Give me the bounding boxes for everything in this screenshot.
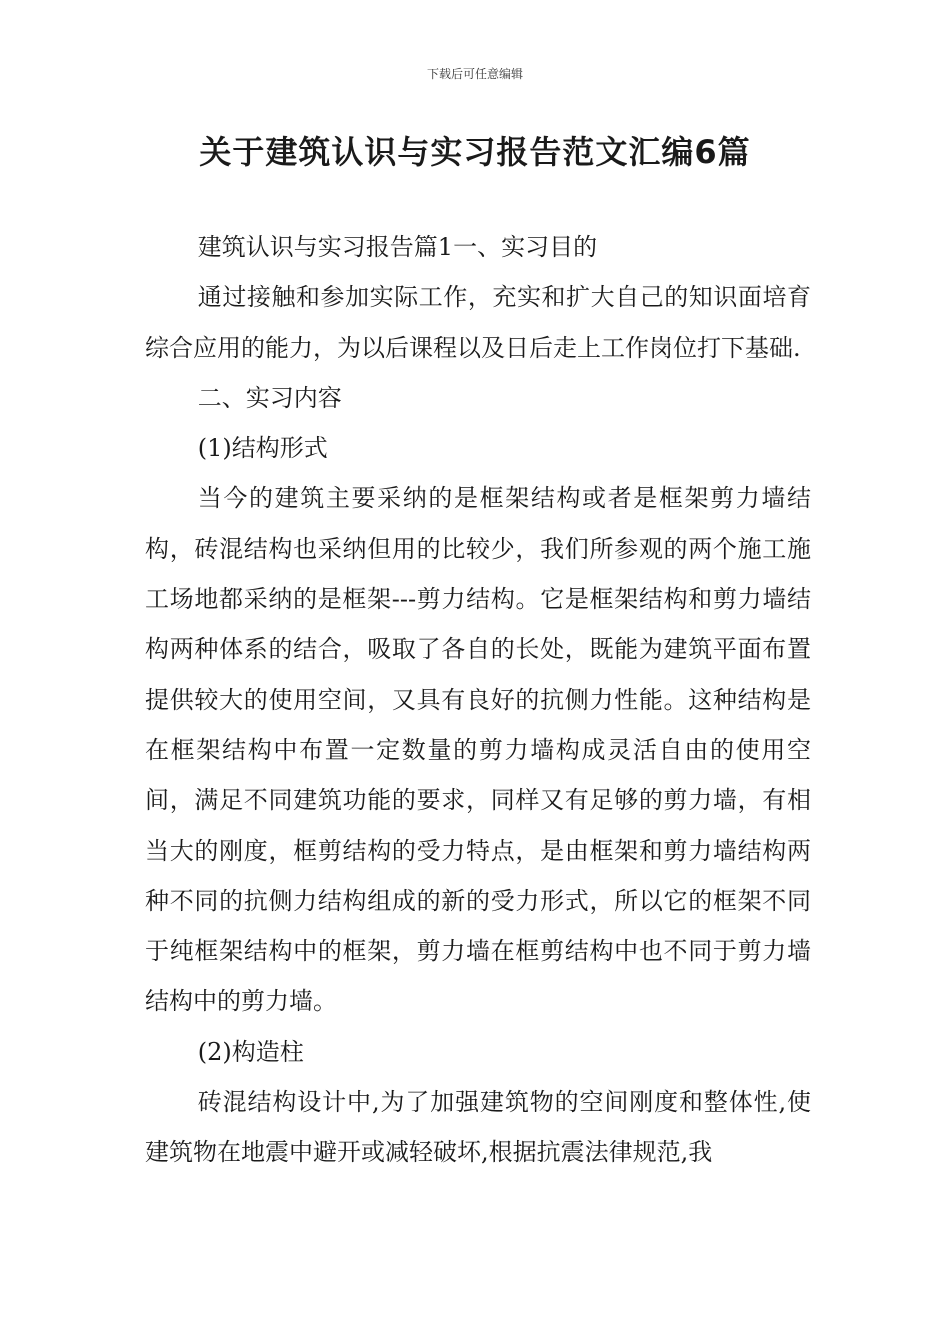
paragraph-structure-form: 当今的建筑主要采纳的是框架结构或者是框架剪力墙结构，砖混结构也采纳但用的比较少，我们所参观的两个施工施工场地都采纳的是框架---剪力结构。它是框架结构和剪力墙结构两种体系的结合，吸取了各自的长处，既能为建筑平面布置提供较大的使用空间，又具有良好的抗侧力性能。这种结构是在框架结构中布置一定数量的剪力墙构成灵活自由的使用空间，满足不同建筑功能的要求，同样又有足够的剪力墙，有相当大的刚度，框剪结构的受力特点，是由框架和剪力墙结构两种不同的抗侧力结构组成的新的受力形式，所以它的框架不同于纯框架结构中的框架，剪力墙在框剪结构中也不同于剪力墙结构中的剪力墙。 xyxy=(145,484,811,1016)
paragraph-purpose: 通过接触和参加实际工作，充实和扩大自己的知识面培育综合应用的能力，为以后课程以及日后走上工作岗位打下基础. xyxy=(145,283,811,362)
document-title: 关于建筑认识与实习报告范文汇编6篇 xyxy=(199,133,751,171)
header-note: 下载后可任意编辑 xyxy=(426,67,523,81)
paragraph-constructional-column: 砖混结构设计中,为了加强建筑物的空间刚度和整体性,使建筑物在地震中避开或减轻破坏,根据抗震法律规范,我 xyxy=(145,1088,811,1167)
section-heading-purpose: 建筑认识与实习报告篇1一、实习目的 xyxy=(197,233,598,261)
subheading-constructional-column: (2)构造柱 xyxy=(197,1037,304,1066)
subheading-structure-form: (1)结构形式 xyxy=(197,434,328,463)
section-heading-content: 二、实习内容 xyxy=(197,383,342,412)
document-body xyxy=(145,222,811,1178)
